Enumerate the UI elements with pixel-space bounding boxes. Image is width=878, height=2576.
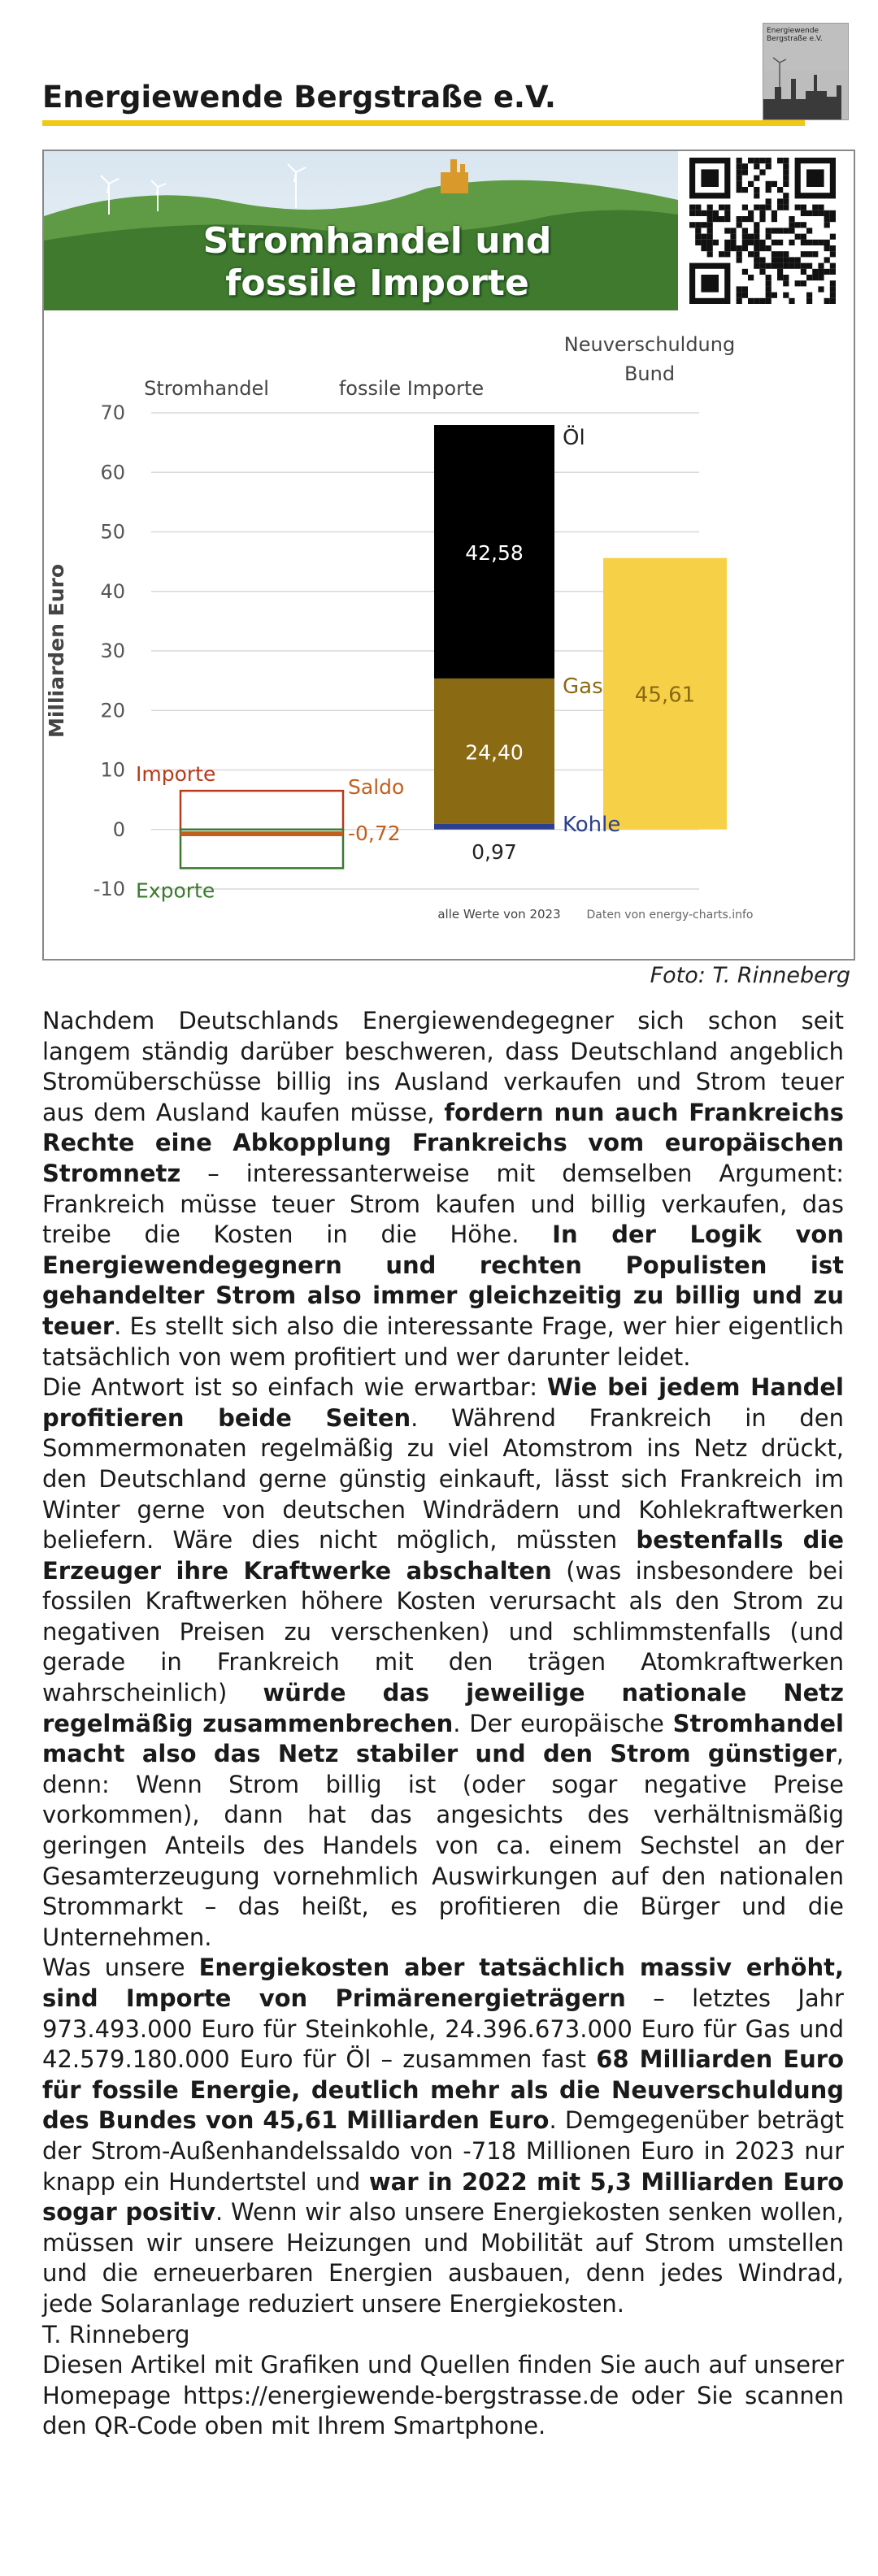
exporte-label: Exporte xyxy=(136,878,215,903)
y-tick-label: 10 xyxy=(100,758,125,782)
figure xyxy=(42,150,855,961)
author: T. Rinneberg xyxy=(42,2320,190,2348)
bar-kohle xyxy=(434,824,554,830)
chart-title-line1: Stromhandel und xyxy=(202,220,552,262)
paragraph-2: Die Antwort ist so einfach wie erwartbar: Wie bei jedem Handel profitieren beide Seiten. Während Frankreich in den Sommermonaten regelmäßig zu viel Atomstrom ins Netz drückt, den Deutschland gerne günstig einkauft, lässt sich Frankreich im Winter gerne von deutschen Windrädern und Kohlekraftwerken beliefern. Wäre dies nicht möglich, müssten bestenfalls die Erzeuger ihre Kraftwerke abschalten (was insbesondere bei fossilen Kraftwerken höhere Kosten verursacht als den Strom zu negativen Preisen zu verschenken) und schlimmstenfalls (und gerade in Frankreich mit den trägen Atomkraftwerken wahrscheinlich) würde das jeweilige nationale Netz regelmäßig zusammenbrechen. Der europäische Stromhandel macht also das Netz stabiler und den Strom günstiger, denn: Wenn Strom billig ist (oder sogar negative Preise vorkommen), dann hat das angesichts des verhältnismäßig geringen Anteils des Handels von ca. einem Sechstel an der Gesamterzeugung vornehmlich Auswirkungen auf den nationalen Strommarkt – das heißt, es profitieren die Bürger und die Unternehmen. xyxy=(42,1373,844,1951)
y-tick-label: 0 xyxy=(112,817,125,841)
y-tick-label: 40 xyxy=(100,579,125,603)
paragraph-3: Was unsere Energiekosten aber tatsächlich massiv erhöht, sind Importe von Primärenergieträgern – letztes Jahr 973.493.000 Euro für Steinkohle, 24.396.673.000 Euro für Gas und 42.579.180.000 Euro für Öl – zusammen fast 68 Milliarden Euro für fossile Energie, deutlich mehr als die Neuverschuldung des Bundes von 45,61 Milliarden Euro. Demgegenüber beträgt der Strom-Außenhandelssaldo von -718 Millionen Euro in 2023 nur knapp ein Hundertstel und war in 2022 mit 5,3 Milliarden Euro sogar positiv. Wenn wir also unsere Energiekosten senken wollen, müssen wir unsere Heizungen und Mobilität auf Strom umstellen und die erneuerbaren Energien ausbauen, denn jedes Windrad, jede Solaranlage reduziert unsere Energiekosten. xyxy=(42,1954,844,2318)
saldo-label: Saldo xyxy=(348,775,405,800)
header-rule xyxy=(42,120,805,126)
footer-note: Diesen Artikel mit Grafiken und Quellen finden Sie auch auf unserer Homepage https://energiewende-bergstrasse.de oder Sie scannen den QR-Code oben mit Ihrem Smartphone. xyxy=(42,2351,844,2440)
segment-name-label: Kohle xyxy=(563,812,621,837)
y-tick-label: -10 xyxy=(93,878,125,900)
saldo-value-label: -0,72 xyxy=(348,822,401,846)
category-label: Neuverschuldung xyxy=(563,333,736,356)
segment-value-label: 0,97 xyxy=(472,839,517,864)
organization-logo xyxy=(763,23,849,120)
y-axis-label: Milliarden Euro xyxy=(45,563,68,739)
chart-source: Daten von energy-charts.info xyxy=(586,909,754,922)
importe-bar xyxy=(180,791,343,830)
category-label: Bund xyxy=(624,362,676,385)
bar-chart xyxy=(44,151,854,959)
logo-skyline-icon xyxy=(763,54,848,119)
category-label: Stromhandel xyxy=(144,377,269,400)
segment-value-label: 42,58 xyxy=(465,540,524,565)
paragraph-1: Nachdem Deutschlands Energiewendegegner sich schon seit langem ständig darüber beschweren, dass Deutschland angeblich Stromüberschüsse billig ins Ausland verkaufen und Strom teuer aus dem Ausland kaufen müsse, fordern nun auch Frankreichs Rechte eine Abkopplung Frankreichs vom europäischen Stromnetz – interessanterweise mit demselben Argument: Frankreich müsse teuer Strom kaufen und billig verkaufen, das treibe die Kosten in die Höhe. In der Logik von Energiewendegegnern und rechten Populisten ist gehandelter Strom also immer gleichzeitig zu billig und zu teuer. Es stellt sich also die interessante Frage, wer hier eigentlich tatsächlich von wem profitiert und wer darunter leidet. xyxy=(42,1007,844,1371)
y-tick-label: 30 xyxy=(100,640,125,662)
logo-text: Energiewende Bergstraße e.V. xyxy=(767,27,823,43)
category-label: fossile Importe xyxy=(338,377,485,400)
y-tick-label: 70 xyxy=(100,401,125,424)
segment-value-label: 24,40 xyxy=(465,740,524,765)
chart-title-line2: fossile Importe xyxy=(225,262,529,304)
photo-caption: Foto: T. Rinneberg xyxy=(650,963,850,988)
importe-label: Importe xyxy=(136,762,216,787)
header xyxy=(42,0,844,124)
neuverschuldung-value-label: 45,61 xyxy=(634,683,696,708)
article-body xyxy=(42,1006,844,2442)
segment-name-label: Gas xyxy=(563,674,603,699)
y-tick-label: 20 xyxy=(100,699,125,722)
chart-footnote: alle Werte von 2023 xyxy=(437,907,561,922)
y-tick-label: 50 xyxy=(100,520,125,544)
y-tick-label: 60 xyxy=(100,461,125,484)
segment-name-label: Öl xyxy=(563,426,585,451)
organization-title: Energiewende Bergstraße e.V. xyxy=(42,80,556,115)
